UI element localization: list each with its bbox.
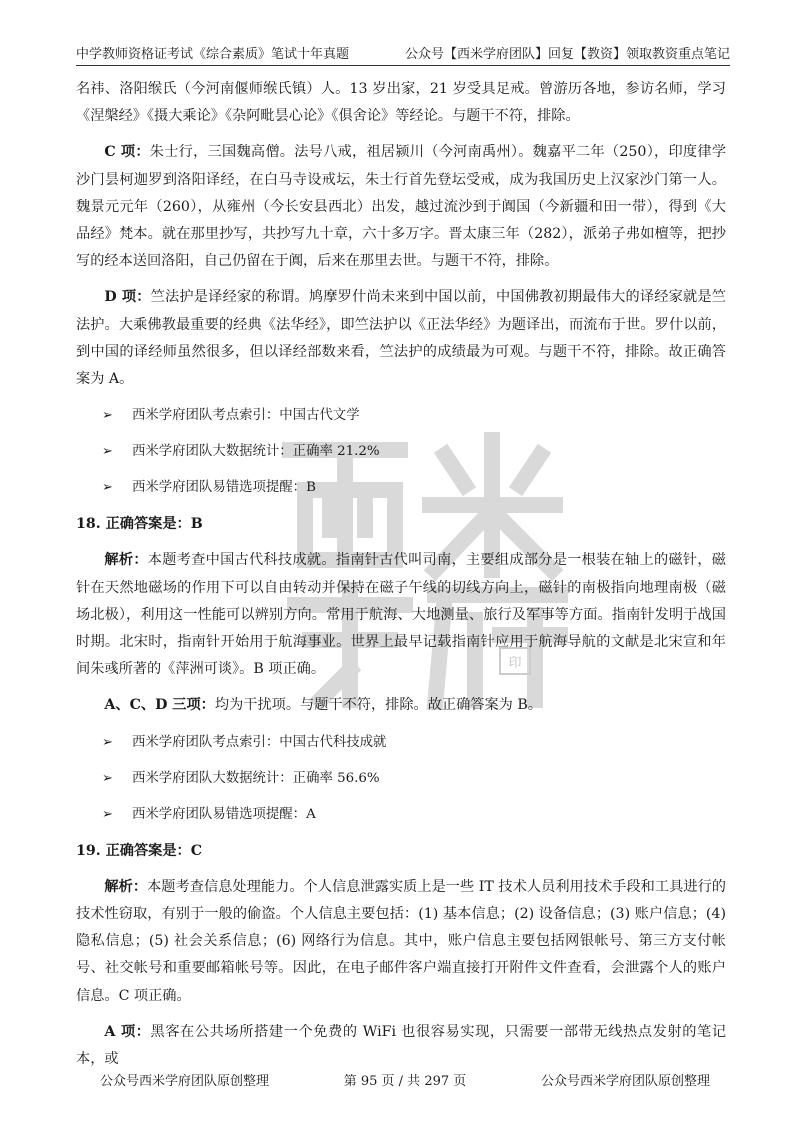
footer-right: 公众号西米学府团队原创整理 [540,1074,710,1089]
paragraph-q19-option-a [76,1019,726,1073]
paragraph-option-d [76,284,726,393]
list-item: ➢ 西米学府团队大数据统计：正确率 56.6% [76,765,726,792]
q17-notes-list [76,402,726,501]
page-content [76,76,726,1082]
header-right-note: 公众号【西米学府团队】回复【教资】领取教资重点笔记 [404,47,730,62]
q18-notes-list [76,729,726,828]
list-item: ➢ 西米学府团队考点索引：中国古代文学 [76,402,726,429]
option-a-label: A 项： [104,1023,151,1040]
q18-answer-heading: 18. 正确答案是：B [76,516,203,533]
paragraph-option-c [76,139,726,275]
arrow-bullet-icon: ➢ [102,408,113,424]
page-footer [100,1070,710,1090]
q19-analysis-text: 本题考查信息处理能力。个人信息泄露实质上是一些 IT 技术人员利用技术手段和工具进行的技术性窃取，有别于一般的偷盗。个人信息主要包括：(1) 基本信息；(2) 设备信息；(3) 账户信息；(4) 隐私信息；(5) 社会关系信息；(6) 网络行为信息。其中，账户信息主要包括网银帐号、第三方支付帐号、社交帐号和重要邮箱帐号等。因此，在电子邮件客户端直接打开附件文件查看，会泄露个人的账户信息。C 项正确。 [76,878,726,1004]
arrow-bullet-icon: ➢ [102,806,113,822]
paragraph-q18-analysis [76,547,726,683]
list-item: ➢ 西米学府团队易错选项提醒：B [76,474,726,501]
arrow-bullet-icon: ➢ [102,770,113,786]
option-c-label: C 项： [104,144,150,161]
page-number: 第 95 页 / 共 297 页 [343,1074,467,1089]
option-d-label: D 项： [104,289,151,306]
list-item: ➢ 西米学府团队易错选项提醒：A [76,801,726,828]
paragraph-q18-acd [76,692,726,719]
option-c-text: 朱士行，三国魏高僧。法号八戒，祖居颍川（今河南禹州）。魏嘉平二年（250），印度律学沙门昙柯迦罗到洛阳译经，在白马寺设戒坛，朱士行首先登坛受戒，成为我国历史上汉家沙门第一人。魏景元元年（260），从雍州（今长安县西北）出发，越过流沙到于阗国（今新疆和田一带），得到《大品经》梵本。就在那里抄写，共抄写九十章，六十多万字。晋太康三年（282），派弟子弗如檀等，把抄写的经本送回洛阳，自己仍留在于阗，后来在那里去世。与题干不符，排除。 [76,144,727,270]
q19-option-a-text: 黑客在公共场所搭建一个免费的 WiFi 也很容易实现，只需要一部带无线热点发射的笔记本，或 [76,1023,727,1068]
option-d-text: 竺法护是译经家的称谓。鸠摩罗什尚未来到中国以前，中国佛教初期最伟大的译经家就是竺法护。大乘佛教最重要的经典《法华经》，即竺法护以《正法华经》为题译出，而流布于世。罗什以前，到中国的译经师虽然很多，但以译经部数来看，竺法护的成绩最为可观。与题干不符，排除。故正确答案为 A。 [76,289,726,388]
q19-answer-heading: 19. 正确答案是：C [76,842,203,859]
arrow-bullet-icon: ➢ [102,444,113,460]
acd-label: A、C、D 三项： [104,697,215,714]
header-left-title: 中学教师资格证考试《综合素质》笔试十年真题 [76,47,350,62]
analysis-label: 解析： [104,878,148,895]
q18-acd-text: 均为干扰项。与题干不符，排除。故正确答案为 B。 [214,697,542,714]
footer-left: 公众号西米学府团队原创整理 [100,1074,270,1089]
watermark-seal: 印 [508,656,522,671]
arrow-bullet-icon: ➢ [102,480,113,496]
list-item: ➢ 西米学府团队大数据统计：正确率 21.2% [76,438,726,465]
q18-analysis-text: 本题考查中国古代科技成就。指南针古代叫司南，主要组成部分是一根装在轴上的磁针，磁针在天然地磁场的作用下可以自由转动并保持在磁子午线的切线方向上，磁针的南极指向地理南极（磁场北极），利用这一性能可以辨别方向。常用于航海、大地测量、旅行及军事等方面。指南针发明于战国时期。北宋时，指南针开始用于航海事业。世界上最早记载指南针应用于航海导航的文献是北宋宣和年间朱彧所著的《萍洲可谈》。B 项正确。 [76,552,726,678]
arrow-bullet-icon: ➢ [102,734,113,750]
analysis-label: 解析： [104,552,148,569]
paragraph-q19-analysis [76,874,726,1010]
page-header [76,40,730,66]
paragraph-continued: 名祎、洛阳缑氏（今河南偃师缑氏镇）人。13 岁出家，21 岁受具足戒。曾游历各地，参访名师，学习《涅槃经》《摄大乘论》《杂阿毗昙心论》《俱舍论》等经论。与题干不符，排除。 [76,81,726,125]
list-item: ➢ 西米学府团队考点索引：中国古代科技成就 [76,729,726,756]
